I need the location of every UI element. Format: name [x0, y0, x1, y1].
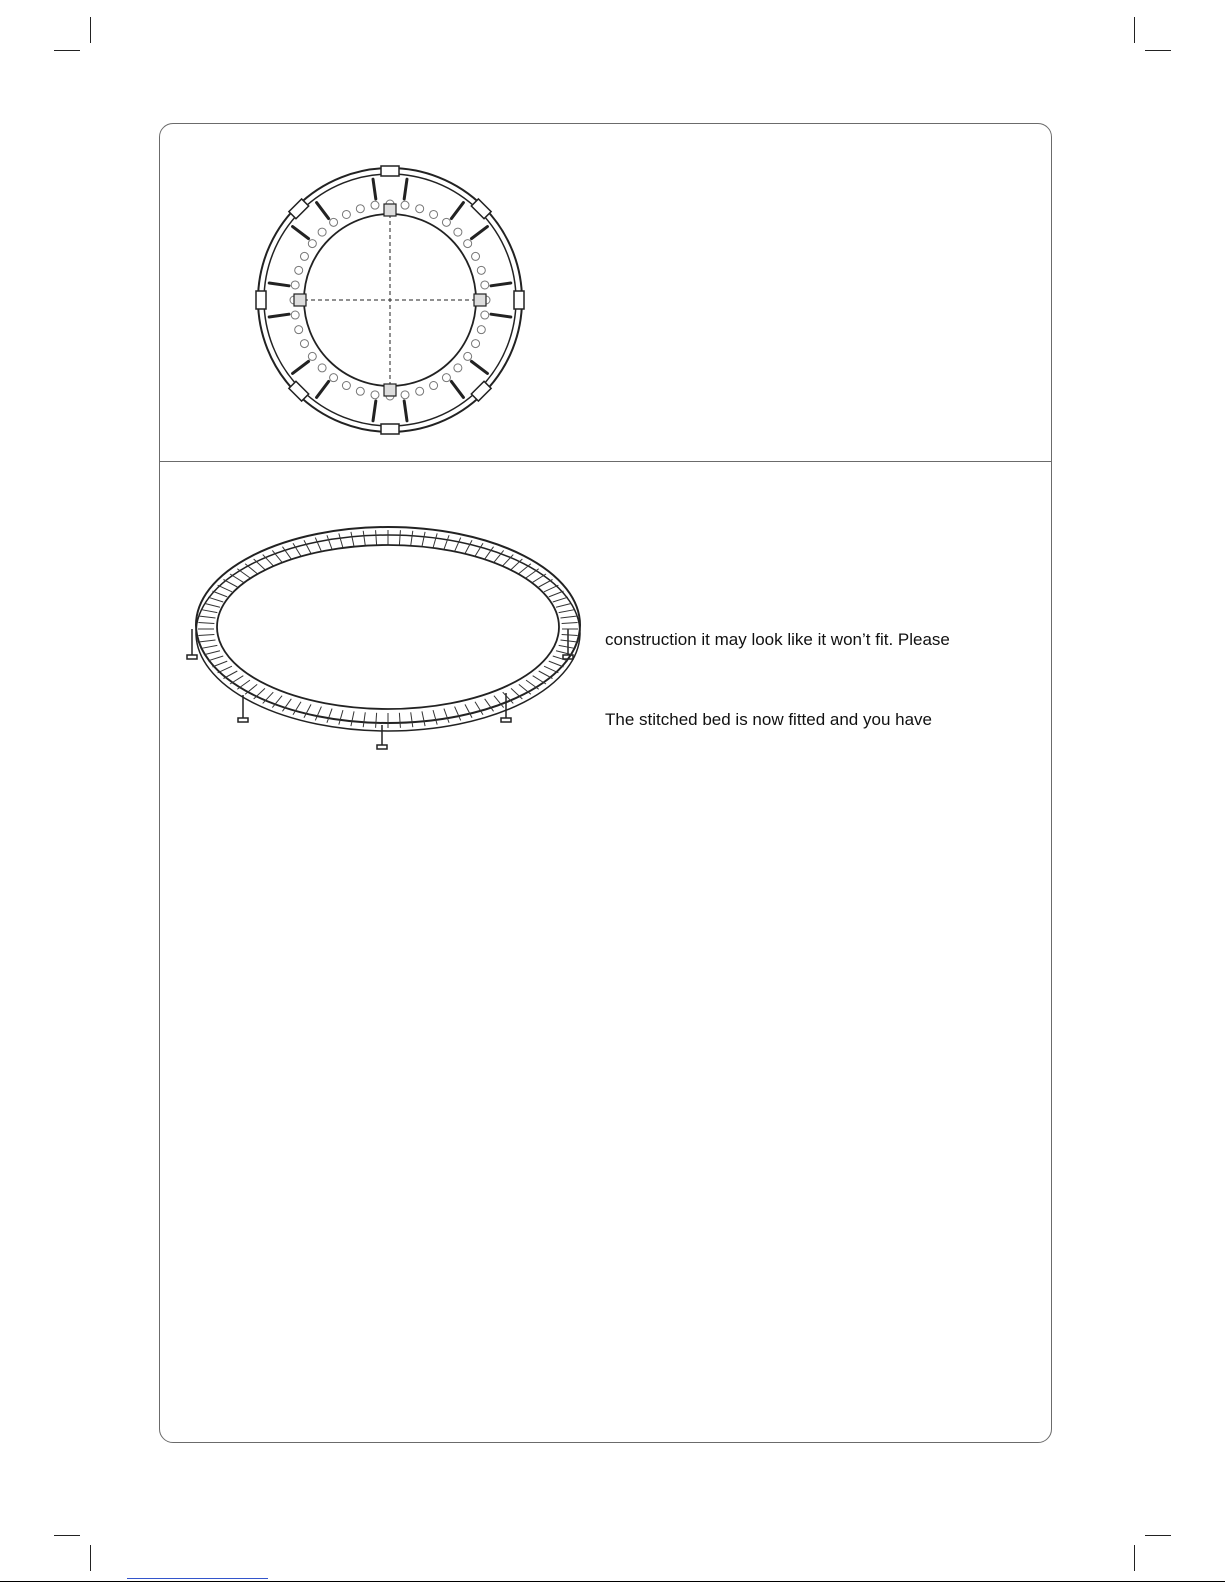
- crop-mark: [54, 1535, 80, 1536]
- section-divider: [159, 461, 1052, 462]
- crop-mark: [1134, 1545, 1135, 1571]
- crop-mark: [90, 17, 91, 43]
- instruction-text-line: construction it may look like it won’t fit. Please: [605, 630, 950, 649]
- instruction-text-line: The stitched bed is now fitted and you have: [605, 710, 932, 729]
- page-bottom-rule: [0, 1581, 1225, 1582]
- crop-mark: [54, 50, 80, 51]
- trampoline-bed-top-view-icon: [255, 160, 525, 435]
- crop-mark: [1145, 50, 1171, 51]
- crop-mark: [90, 1545, 91, 1571]
- link-underline: [127, 1578, 268, 1579]
- crop-mark: [1134, 17, 1135, 43]
- crop-mark: [1145, 1535, 1171, 1536]
- trampoline-perspective-icon: [188, 525, 588, 765]
